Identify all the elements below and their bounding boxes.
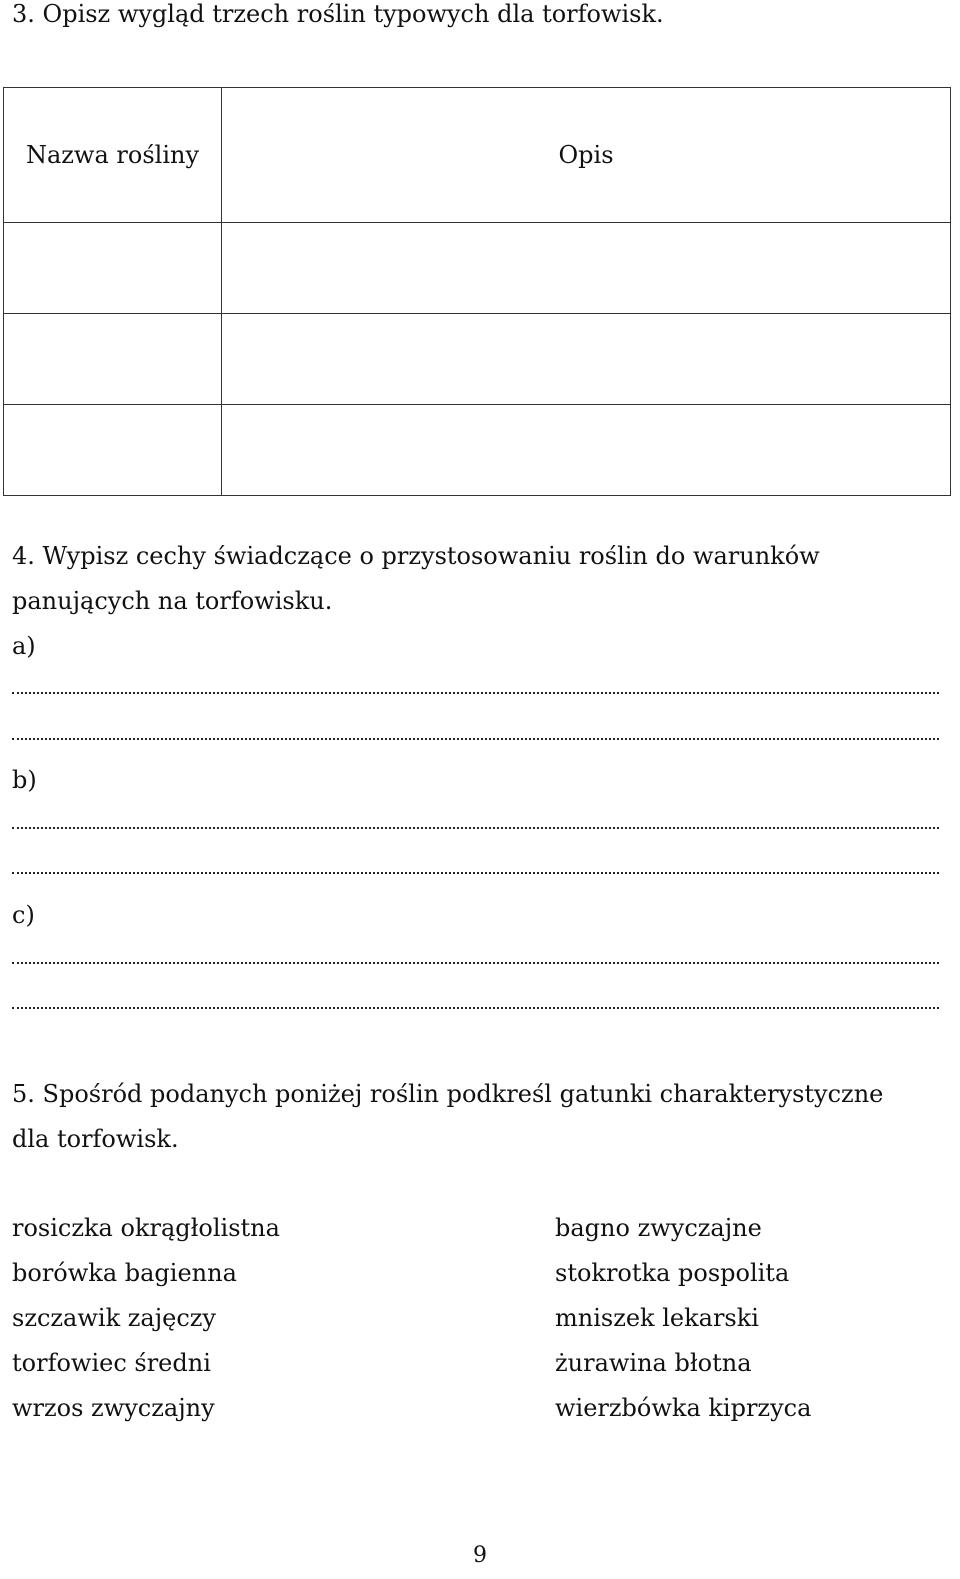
plant-name-cell-1[interactable] — [4, 223, 222, 314]
answer-line-c1[interactable] — [12, 962, 939, 964]
answer-label-b: b) — [12, 766, 37, 794]
task4-question-line1: 4. Wypisz cechy świadczące o przystosowaniu roślin do warunków — [12, 542, 820, 570]
answer-line-a1[interactable] — [12, 692, 939, 694]
task5-question-line1: 5. Spośród podanych poniżej roślin podkreśl gatunki charakterystyczne — [12, 1080, 884, 1108]
plant-description-cell-3[interactable] — [222, 405, 951, 496]
table-header-name: Nazwa rośliny — [4, 88, 222, 223]
species-item[interactable]: wrzos zwyczajny — [12, 1394, 215, 1422]
species-item[interactable]: mniszek lekarski — [555, 1304, 759, 1332]
species-item[interactable]: torfowiec średni — [12, 1349, 211, 1377]
species-item[interactable]: borówka bagienna — [12, 1259, 237, 1287]
answer-label-a: a) — [12, 632, 36, 660]
page-number: 9 — [473, 1543, 487, 1568]
table-row — [4, 405, 951, 496]
species-item[interactable]: bagno zwyczajne — [555, 1214, 762, 1242]
species-item[interactable]: stokrotka pospolita — [555, 1259, 790, 1287]
plant-name-cell-2[interactable] — [4, 314, 222, 405]
plant-name-cell-3[interactable] — [4, 405, 222, 496]
answer-line-b1[interactable] — [12, 827, 939, 829]
species-list-left — [12, 1206, 280, 1431]
plant-description-cell-1[interactable] — [222, 223, 951, 314]
species-item[interactable]: żurawina błotna — [555, 1349, 752, 1377]
species-item[interactable]: wierzbówka kiprzyca — [555, 1394, 812, 1422]
table-header-description: Opis — [222, 88, 951, 223]
answer-line-a2[interactable] — [12, 738, 939, 740]
task5-question-line2: dla torfowisk. — [12, 1125, 179, 1153]
table-row — [4, 314, 951, 405]
answer-line-c2[interactable] — [12, 1007, 939, 1009]
species-list-right — [555, 1206, 811, 1431]
plant-description-cell-2[interactable] — [222, 314, 951, 405]
species-item[interactable]: rosiczka okrągłolistna — [12, 1214, 280, 1242]
table-header-row — [4, 88, 951, 223]
answer-line-b2[interactable] — [12, 872, 939, 874]
task4-question-line2: panujących na torfowisku. — [12, 587, 333, 615]
species-item[interactable]: szczawik zajęczy — [12, 1304, 216, 1332]
task3-question: 3. Opisz wygląd trzech roślin typowych dla torfowisk. — [12, 0, 664, 28]
answer-label-c: c) — [12, 901, 35, 929]
table-row — [4, 223, 951, 314]
plant-description-table — [3, 87, 951, 496]
